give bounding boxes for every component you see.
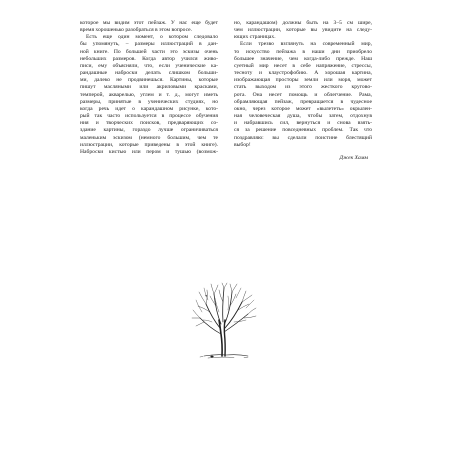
text-line: суетный мир несет в себе напряжение, стрессы, xyxy=(234,62,372,69)
text-line: обрамляющая пейзаж, превращается в чудесное xyxy=(234,98,372,105)
text-line: чем иллюстрации, которые вы увидите на следу- xyxy=(234,27,372,34)
text-line: Наброски кистью или пером и тушью (возмож- xyxy=(80,148,218,155)
text-line: пишут масляными или акриловыми красками, xyxy=(80,84,218,91)
text-line: бы упомянуть, – размеры иллюстраций в дан- xyxy=(80,41,218,48)
text-line: время хорошенько разобраться в этом вопросе. xyxy=(80,27,193,34)
text-column-right xyxy=(234,20,372,162)
text-line: небольших размеров. Когда автор учился живо- xyxy=(80,55,218,62)
text-line: которое мы видим этот пейзаж. У нас еще будет xyxy=(80,20,218,26)
text-line: большее значение, чем когда-либо прежде. Наш xyxy=(234,55,372,62)
text-line: изображающая просторы земли или моря, может xyxy=(234,77,372,84)
text-line: Есть еще один момент, о котором следовало xyxy=(86,34,218,41)
text-line: выбор! xyxy=(234,141,251,148)
text-line: ющих страницах. xyxy=(234,34,276,41)
text-line: маленьким эскизом (немного большим, чем те xyxy=(80,134,218,141)
text-line: Если трезво взглянуть на современный мир, xyxy=(240,41,372,48)
text-line: окно, через которое может «вылететь» окрылен- xyxy=(234,105,372,112)
text-line: то искусство пейзажа в наши дни приобрело xyxy=(234,48,372,55)
text-line: темперой, акварелью, углем и т. д., могут иметь xyxy=(80,91,218,98)
text-line: стать выходом из этого жесткого кругово- xyxy=(234,84,372,91)
text-line: когда речь идет о карандашном рисунке, кото- xyxy=(80,105,218,112)
text-line: рый так часто используется в процессе обучения xyxy=(80,113,218,120)
text-line: рандашные наброски делать слишком больши- xyxy=(80,70,218,77)
author-signature: Джек Хамм xyxy=(339,154,368,161)
text-line: ная человеческая душа, чтобы затем, отдохнув xyxy=(234,113,372,120)
bare-tree-sketch-icon xyxy=(186,282,264,362)
text-line: рота. Она несет помощь и облегчение. Рама, xyxy=(234,91,372,98)
text-line: размеры, принятые в ученических студиях, но xyxy=(80,98,218,105)
text-line: иллюстрации, которые приведены в этой книге). xyxy=(80,141,218,148)
text-line: и набравшись сил, вернуться и снова взять- xyxy=(234,120,372,127)
text-line: ся за решение повседневных проблем. Так что xyxy=(234,127,372,134)
text-line: поздравляю: вы сделали поистине блестящий xyxy=(234,134,372,141)
text-line: но, карандашом) должны быть на 3–5 см шире, xyxy=(234,20,372,26)
text-line: здание картины, гораздо лучше ограничиваться xyxy=(80,127,218,134)
text-line: писи, ему объясняли, что, если ученические ка- xyxy=(80,62,218,69)
text-line: ния и творческих поисков, предваряющих со- xyxy=(80,120,218,127)
text-line: ми, далеко не продвинешься. Картины, которые xyxy=(80,77,218,84)
text-line: тесноту и клаустрофобию. А хорошая картина, xyxy=(234,70,372,77)
text-column-left xyxy=(80,20,218,156)
text-line: ной книге. По большей части это эскизы очень xyxy=(80,48,218,55)
